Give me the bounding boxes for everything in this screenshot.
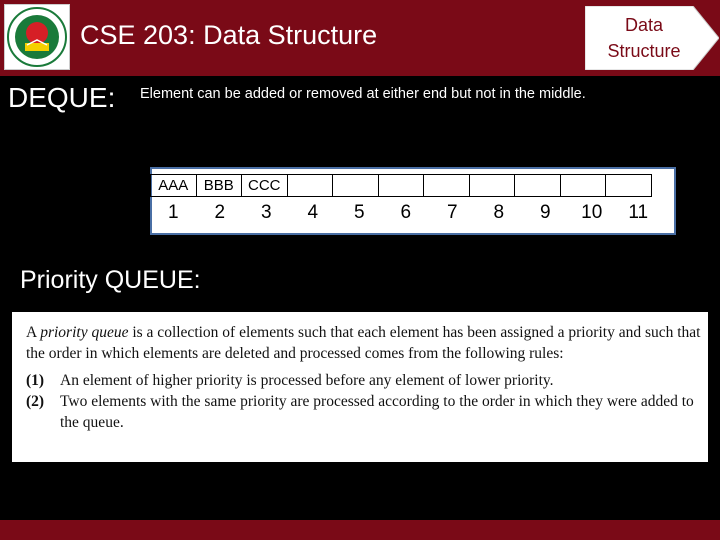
deque-cell: [423, 174, 470, 197]
deque-indexes: [150, 202, 662, 224]
deque-cell: AAA: [150, 174, 197, 197]
deque-cell: [287, 174, 334, 197]
deque-label: DEQUE:: [8, 82, 116, 113]
deque-index: 1: [167, 202, 179, 223]
deque-cell: [605, 174, 652, 197]
slide-title: CSE 203: Data Structure: [80, 20, 378, 50]
deque-index: 8: [493, 202, 505, 223]
priority-queue-label: Priority QUEUE:: [20, 266, 201, 294]
footer-bar: [0, 520, 720, 540]
deque-index: 6: [400, 202, 412, 223]
deque-cell: [514, 174, 561, 197]
deque-cell: CCC: [241, 174, 288, 197]
rule-number: (1): [26, 372, 45, 389]
deque-index: 7: [446, 202, 458, 223]
rule-number: (2): [26, 393, 45, 410]
deque-index: 4: [307, 202, 319, 223]
deque-cell: BBB: [196, 174, 243, 197]
deque-cell: [560, 174, 607, 197]
priority-queue-definition: [12, 312, 708, 462]
rule-item: [26, 391, 710, 433]
rule-item: [26, 370, 710, 391]
definition-intro: A priority queue is a collection of elements such that each element has been assigned a priority and such that the order in which elements are deleted and processed comes from the following rules:: [26, 324, 701, 362]
deque-index: 10: [581, 202, 603, 223]
deque-cells: [150, 174, 652, 197]
deque-cell: [469, 174, 516, 197]
deque-index: 3: [260, 202, 272, 223]
term-priority-queue: priority queue: [40, 324, 129, 341]
deque-index: 9: [539, 202, 551, 223]
deque-index: 2: [214, 202, 226, 223]
rule-text: Two elements with the same priority are processed according to the order in which they were added to the queue.: [60, 393, 694, 431]
deque-cell: [378, 174, 425, 197]
deque-index: 5: [353, 202, 365, 223]
deque-cell: [332, 174, 379, 197]
deque-index: 11: [628, 202, 649, 223]
arrow-badge-label: Data Structure: [607, 15, 681, 61]
rule-text: An element of higher priority is processed before any element of lower priority.: [60, 372, 554, 389]
university-logo: [4, 4, 70, 70]
deque-description: Element can be added or removed at either end but not in the middle.: [140, 86, 586, 102]
